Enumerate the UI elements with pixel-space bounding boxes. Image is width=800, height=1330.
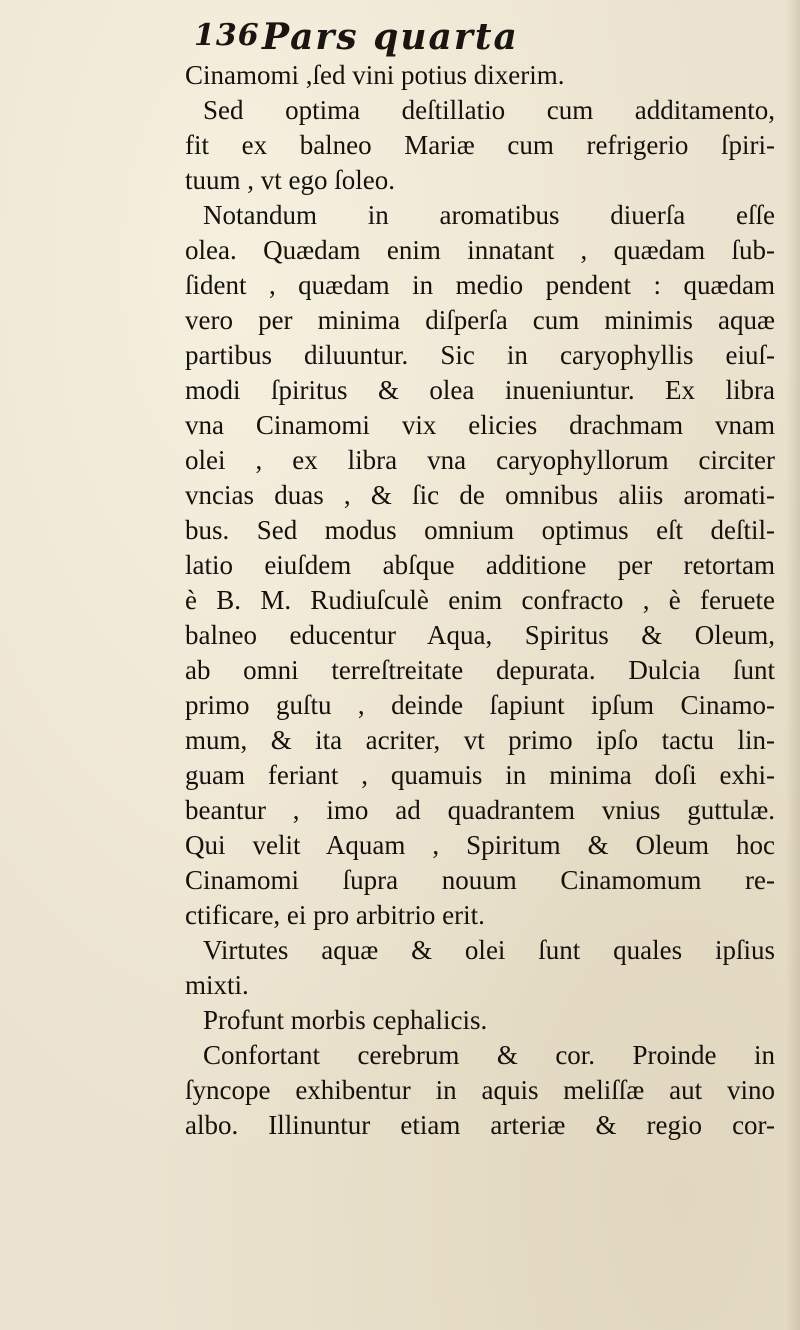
text-line: latio eiuſdem abſque additione per retortam xyxy=(185,550,775,580)
text-line: olea. Quædam enim innatant , quædam ſub- xyxy=(185,235,775,265)
page-number: 136 xyxy=(194,18,260,53)
text-line: vna Cinamomi vix elicies drachmam vnam xyxy=(185,410,775,440)
text-line: fit ex balneo Mariæ cum refrigerio ſpiri- xyxy=(185,130,775,160)
text-line: modi ſpiritus & olea inueniuntur. Ex libra xyxy=(185,375,775,405)
text-line: albo. Illinuntur etiam arteriæ & regio cor- xyxy=(185,1110,775,1140)
page-edge-shadow xyxy=(786,0,800,1330)
text-line: Confortant cerebrum & cor. Proinde in xyxy=(203,1040,775,1070)
text-line: ſyncope exhibentur in aquis meliſſæ aut vino xyxy=(185,1075,775,1105)
text-line: vncias duas , & ſic de omnibus aliis aromati- xyxy=(185,480,775,510)
running-head-title: Pars quarta xyxy=(262,16,519,58)
text-line: Cinamomi ſupra nouum Cinamomum re- xyxy=(185,865,775,895)
text-line: Notandum in aromatibus diuerſa eſſe xyxy=(203,200,775,230)
text-line: ſident , quædam in medio pendent : quædam xyxy=(185,270,775,300)
text-line: partibus diluuntur. Sic in caryophyllis eiuſ- xyxy=(185,340,775,370)
text-line: Qui velit Aquam , Spiritum & Oleum hoc xyxy=(185,830,775,860)
text-line: Sed optima deſtillatio cum additamento, xyxy=(203,95,775,125)
text-line: tuum , vt ego ſoleo. xyxy=(185,165,395,195)
text-line: Virtutes aquæ & olei ſunt quales ipſius xyxy=(203,935,775,965)
text-line: ctificare, ei pro arbitrio erit. xyxy=(185,900,485,930)
text-line: bus. Sed modus omnium optimus eſt deſtil- xyxy=(185,515,775,545)
text-line: guam feriant , quamuis in minima doſi exhi- xyxy=(185,760,775,790)
text-line: è B. M. Rudiuſculè enim confracto , è feruete xyxy=(185,585,775,615)
text-line: mixti. xyxy=(185,970,249,1000)
text-line: olei , ex libra vna caryophyllorum circiter xyxy=(185,445,775,475)
text-line: Profunt morbis cephalicis. xyxy=(203,1005,488,1035)
body-text xyxy=(185,58,775,1143)
text-line: vero per minima diſperſa cum minimis aquæ xyxy=(185,305,775,335)
text-line: balneo educentur Aqua, Spiritus & Oleum, xyxy=(185,620,775,650)
text-line: Cinamomi ,ſed vini potius dixerim. xyxy=(185,60,565,90)
text-line: ab omni terreſtreitate depurata. Dulcia ſunt xyxy=(185,655,775,685)
text-line: primo guſtu , deinde ſapiunt ipſum Cinamo- xyxy=(185,690,775,720)
text-line: beantur , imo ad quadrantem vnius guttulæ. xyxy=(185,795,775,825)
text-line: mum, & ita acriter, vt primo ipſo tactu lin- xyxy=(185,725,775,755)
